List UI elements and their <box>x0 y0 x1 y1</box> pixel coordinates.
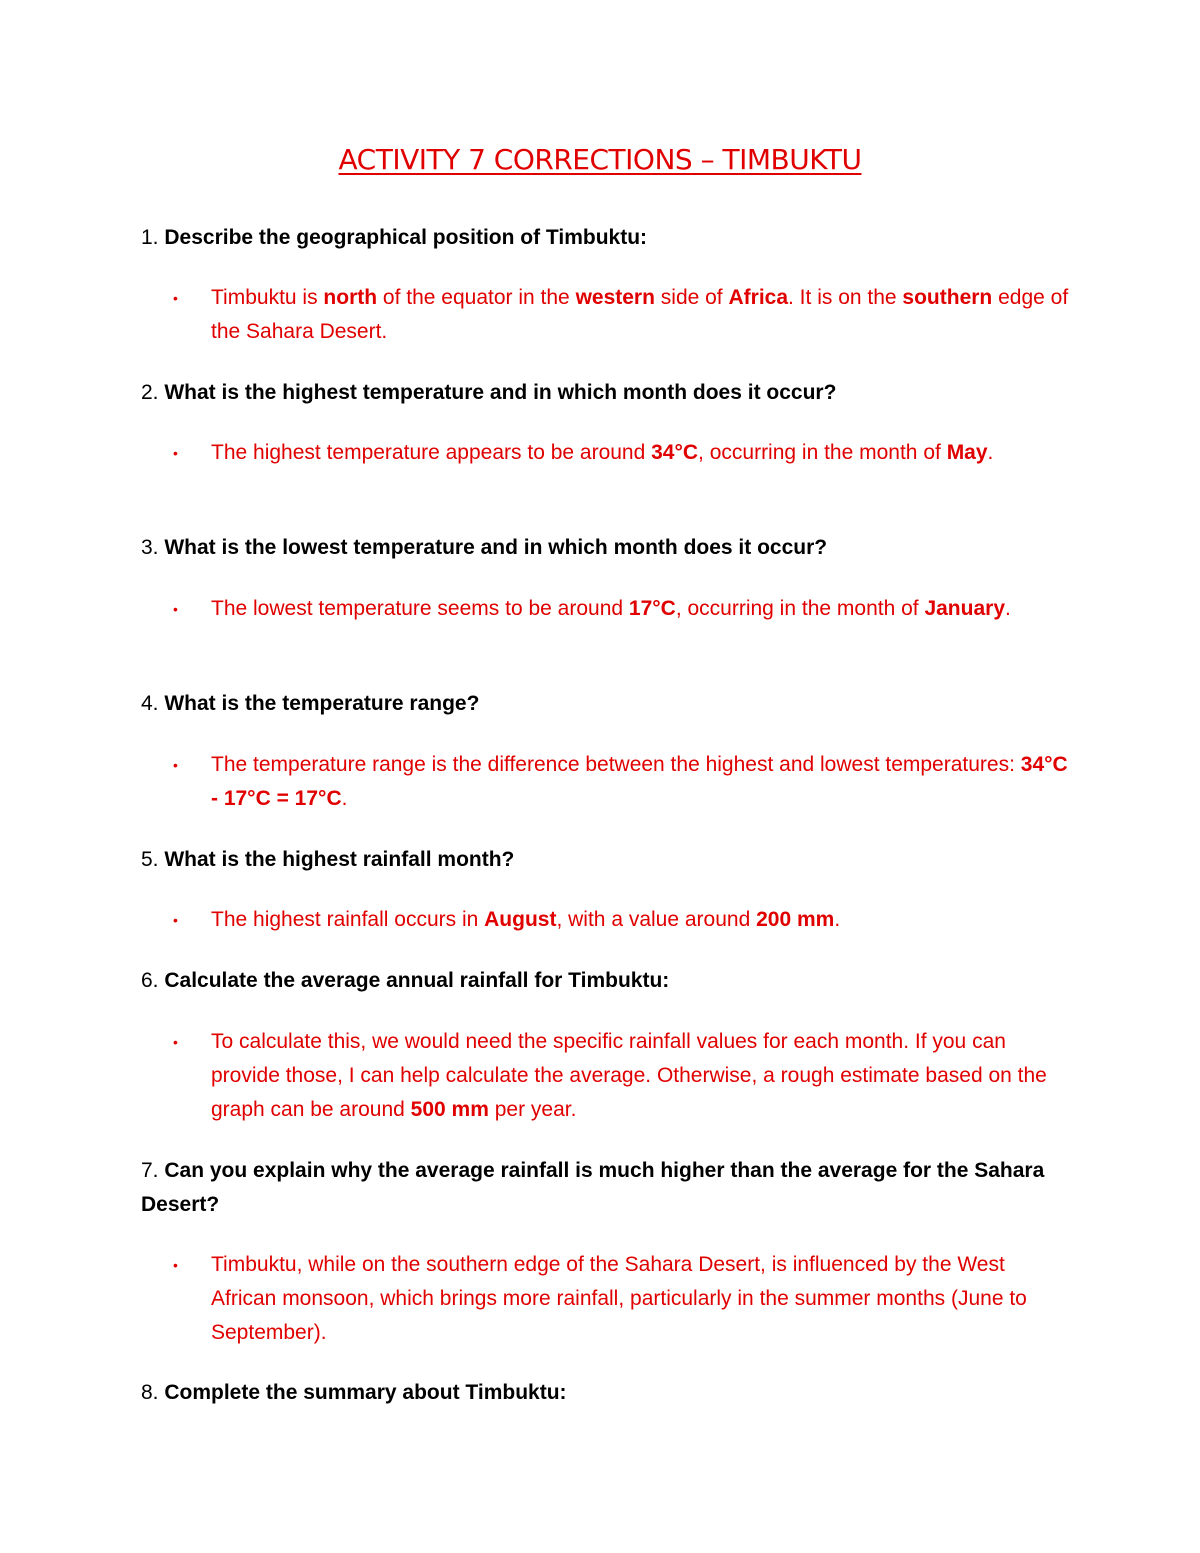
answer-text: side of <box>654 286 729 309</box>
answer-7 <box>211 1248 1071 1350</box>
answer-5 <box>211 903 1071 937</box>
answer-text: To calculate this, we would need the specific rainfall values for each month. If you can provide those, I can help calculate the average. Otherwise, a rough estimate based on the graph can be around <box>211 1030 1047 1121</box>
answer-text: The highest rainfall occurs in <box>211 908 485 931</box>
answer-text: Timbuktu, while on the southern edge of the Sahara Desert, is influenced by the West African monsoon, which brings more rainfall, particularly in the summer months (June to September). <box>211 1253 1027 1344</box>
question-number: 2. <box>141 381 159 404</box>
answer-text: The highest temperature appears to be around <box>211 441 652 464</box>
answer-keyword: western <box>575 286 655 309</box>
question-number: 6. <box>141 969 159 992</box>
question-text: Calculate the average annual rainfall for Timbuktu: <box>164 969 670 992</box>
question-text: Describe the geographical position of Timbuktu: <box>164 226 648 249</box>
answer-keyword: 34°C - 17°C = 17°C <box>211 753 1068 810</box>
answer-4 <box>211 748 1071 816</box>
question-number: 4. <box>141 692 159 715</box>
question-1 <box>141 221 1071 255</box>
answer-keyword: north <box>323 286 378 309</box>
answer-text: edge of the Sahara Desert. <box>211 286 1069 343</box>
answer-keyword: 500 mm <box>410 1098 489 1121</box>
question-text: Can you explain why the average rainfall is much higher than the average for the Sahara Desert? <box>141 1159 1045 1216</box>
answer-text: Timbuktu is <box>211 286 324 309</box>
question-number: 5. <box>141 848 159 871</box>
answer-text: . <box>834 908 841 931</box>
question-text: What is the highest rainfall month? <box>164 848 515 871</box>
question-number: 7. <box>141 1159 159 1182</box>
question-text: What is the lowest temperature and in which month does it occur? <box>164 536 828 559</box>
question-text: What is the highest temperature and in which month does it occur? <box>164 381 837 404</box>
answer-keyword: January <box>924 597 1005 620</box>
answer-2 <box>211 436 1071 470</box>
answer-1 <box>211 281 1071 349</box>
question-number: 8. <box>141 1381 159 1404</box>
question-6 <box>141 964 1071 998</box>
question-number: 3. <box>141 536 159 559</box>
answer-keyword: August <box>484 908 557 931</box>
answer-keyword: southern <box>902 286 993 309</box>
answer-text: . <box>987 441 994 464</box>
question-2 <box>141 376 1071 410</box>
question-7 <box>141 1154 1071 1222</box>
answer-text: . <box>1005 597 1011 620</box>
answer-keyword: 17°C <box>628 597 676 620</box>
answer-text: per year. <box>488 1098 577 1121</box>
question-8 <box>141 1376 1071 1410</box>
answer-text: , occurring in the month of <box>675 597 925 620</box>
answer-3 <box>211 592 1071 626</box>
answer-text: . It is on the <box>788 286 903 309</box>
answer-keyword: May <box>946 441 988 464</box>
question-number: 1. <box>141 226 159 249</box>
answer-text: of the equator in the <box>377 286 576 309</box>
answer-6 <box>211 1025 1071 1127</box>
answer-text: . <box>341 787 348 810</box>
answer-keyword: 200 mm <box>756 908 835 931</box>
question-text: Complete the summary about Timbuktu: <box>164 1381 567 1404</box>
answer-text: , with a value around <box>556 908 757 931</box>
answer-text: , occurring in the month of <box>698 441 947 464</box>
question-4 <box>141 687 1071 721</box>
question-5 <box>141 843 1071 877</box>
answer-text: The lowest temperature seems to be around <box>211 597 629 620</box>
question-3 <box>141 531 1071 565</box>
answer-text: The temperature range is the difference between the highest and lowest temperatures: <box>211 753 1021 776</box>
answer-keyword: Africa <box>728 286 789 309</box>
answer-keyword: 34°C <box>651 441 699 464</box>
document-title: ACTIVITY 7 CORRECTIONS – TIMBUKTU <box>338 143 862 176</box>
question-text: What is the temperature range? <box>164 692 480 715</box>
